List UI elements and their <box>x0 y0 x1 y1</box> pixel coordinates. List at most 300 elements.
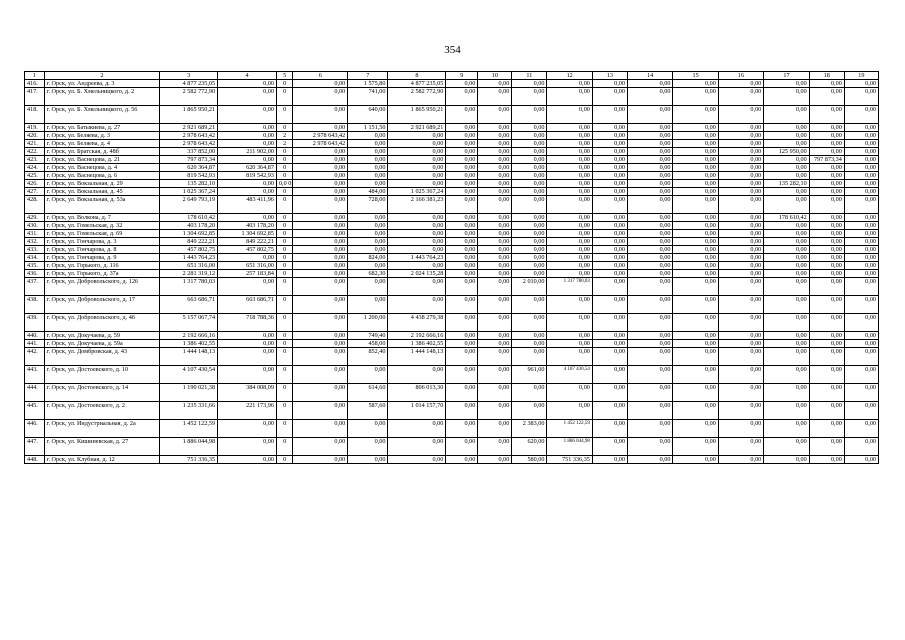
value-cell: 0,00 <box>627 148 672 156</box>
value-cell: 0,00 <box>547 262 592 270</box>
value-cell: 0,00 <box>478 438 512 456</box>
value-cell: 0,00 <box>627 88 672 106</box>
value-cell: 0 <box>276 366 293 384</box>
value-cell: 0,00 <box>348 172 388 180</box>
table-row <box>25 172 879 180</box>
value-cell: 0,00 <box>844 348 878 366</box>
value-cell: 0,00 <box>809 140 844 148</box>
value-cell: 0,00 <box>592 140 627 148</box>
value-cell: 0,00 <box>348 214 388 222</box>
value-cell: 0,00 <box>446 402 478 420</box>
value-cell: 0,00 <box>512 332 547 340</box>
value-cell: 0,00 <box>764 88 809 106</box>
value-cell: 0,00 <box>627 106 672 124</box>
value-cell: 0,00 <box>718 132 763 140</box>
value-cell: 0,00 <box>478 230 512 238</box>
row-number: 420. <box>25 132 45 140</box>
value-cell: 0,00 <box>478 156 512 164</box>
value-cell: 0,00 <box>512 314 547 332</box>
value-cell: 0,00 <box>218 106 277 124</box>
value-cell: 2 <box>276 140 293 148</box>
value-cell: 2 978 643,42 <box>160 132 218 140</box>
value-cell: 0 <box>276 106 293 124</box>
value-cell: 0,00 <box>218 332 277 340</box>
value-cell: 0,00 <box>764 238 809 246</box>
value-cell: 0,00 <box>388 148 446 156</box>
value-cell: 0,00 <box>592 278 627 296</box>
value-cell: 0,00 <box>293 196 348 214</box>
value-cell: 0,00 <box>218 420 277 438</box>
value-cell: 0,00 <box>592 124 627 132</box>
value-cell: 0,00 <box>293 148 348 156</box>
value-cell: 0,00 <box>446 438 478 456</box>
value-cell: 0 <box>276 80 293 88</box>
value-cell: 0,00 <box>764 230 809 238</box>
address-cell: г. Орск, ул. Васнецова, д. 6 <box>44 172 160 180</box>
value-cell: 0,00 <box>547 124 592 132</box>
table-row <box>25 296 879 314</box>
value-cell: 178 610,42 <box>764 214 809 222</box>
value-cell: 819 542,93 <box>218 172 277 180</box>
row-number: 431. <box>25 230 45 238</box>
value-cell: 0,00 <box>673 196 718 214</box>
value-cell: 0,00 <box>478 366 512 384</box>
row-number: 421. <box>25 140 45 148</box>
address-cell: г. Орск, ул. Горького, д. 37а <box>44 270 160 278</box>
value-cell: 0,00 <box>673 124 718 132</box>
value-cell: 0,00 <box>673 314 718 332</box>
value-cell: 1 190 021,38 <box>160 384 218 402</box>
value-cell: 0,00 <box>844 278 878 296</box>
value-cell: 0,00 <box>844 80 878 88</box>
column-header: 13 <box>592 72 627 80</box>
value-cell: 0,00 <box>844 420 878 438</box>
value-cell: 0,00 <box>592 188 627 196</box>
value-cell: 0,00 <box>446 164 478 172</box>
value-cell: 728,00 <box>348 196 388 214</box>
value-cell: 0,00 <box>673 180 718 188</box>
row-number: 429. <box>25 214 45 222</box>
table-row <box>25 402 879 420</box>
value-cell: 0,00 <box>388 222 446 230</box>
value-cell: 0,00 <box>673 246 718 254</box>
value-cell: 0,00 <box>547 164 592 172</box>
value-cell: 0,00 <box>348 164 388 172</box>
value-cell: 0,00 <box>512 402 547 420</box>
value-cell: 0,00 <box>592 132 627 140</box>
table-row <box>25 222 879 230</box>
value-cell: 0,00 <box>388 230 446 238</box>
value-cell: 0,00 <box>446 80 478 88</box>
address-cell: г. Орск, ул. Горького, д. 116 <box>44 262 160 270</box>
column-header: 7 <box>348 72 388 80</box>
value-cell: 0,00 <box>478 270 512 278</box>
value-cell: 651 316,00 <box>218 262 277 270</box>
value-cell: 0,00 <box>764 188 809 196</box>
value-cell: 0,00 <box>512 348 547 366</box>
value-cell: 0,00 <box>592 148 627 156</box>
row-number: 439. <box>25 314 45 332</box>
value-cell: 0,00 <box>446 278 478 296</box>
address-cell: г. Орск, ул. Индустриальная, д. 2а <box>44 420 160 438</box>
value-cell: 0,00 <box>218 188 277 196</box>
value-cell: 0,00 <box>547 238 592 246</box>
value-cell: 0,00 <box>592 246 627 254</box>
value-cell: 0,00 <box>218 88 277 106</box>
value-cell: 4 107 430,54 <box>160 366 218 384</box>
value-cell: 4 438 279,38 <box>388 314 446 332</box>
value-cell: 0,00 <box>718 196 763 214</box>
value-cell: 0,00 <box>673 296 718 314</box>
value-cell: 0,00 <box>512 296 547 314</box>
value-cell: 0,00 <box>809 366 844 384</box>
value-cell: 0,00 <box>547 148 592 156</box>
value-cell: 0,00 <box>478 132 512 140</box>
value-cell: 0,00 <box>718 222 763 230</box>
page-number: 354 <box>444 44 461 56</box>
table-row <box>25 88 879 106</box>
value-cell: 0,00 <box>592 456 627 464</box>
value-cell: 0,00 <box>512 196 547 214</box>
value-cell: 0,00 <box>718 314 763 332</box>
value-cell: 0,00 <box>673 456 718 464</box>
value-cell: 0,00 <box>809 340 844 348</box>
value-cell: 0,00 <box>764 314 809 332</box>
value-cell: 0,00 <box>446 140 478 148</box>
value-cell: 0,00 <box>592 238 627 246</box>
value-cell: 0,00 <box>348 438 388 456</box>
value-cell: 0,00 <box>627 246 672 254</box>
table-row <box>25 438 879 456</box>
value-cell: 0,00 <box>388 262 446 270</box>
value-cell: 0,00 <box>547 88 592 106</box>
column-header: 15 <box>673 72 718 80</box>
value-cell: 4 877 235,05 <box>160 80 218 88</box>
value-cell: 0,00 <box>446 124 478 132</box>
column-header: 4 <box>218 72 277 80</box>
value-cell: 4 107 430,54 <box>547 366 592 384</box>
value-cell: 640,00 <box>348 106 388 124</box>
value-cell: 0,00 <box>627 196 672 214</box>
value-cell: 0,00 <box>718 230 763 238</box>
value-cell: 0,00 <box>293 222 348 230</box>
value-cell: 0,00 <box>809 180 844 188</box>
value-cell: 0,00 <box>673 156 718 164</box>
value-cell: 0,00 <box>673 148 718 156</box>
value-cell: 0,00 <box>627 230 672 238</box>
value-cell: 580,00 <box>512 456 547 464</box>
value-cell: 0,00 <box>627 172 672 180</box>
value-cell: 0,00 <box>673 384 718 402</box>
column-header: 14 <box>627 72 672 80</box>
value-cell: 0,00 <box>512 132 547 140</box>
value-cell: 751 336,35 <box>547 456 592 464</box>
value-cell: 0,00 <box>809 88 844 106</box>
table-row <box>25 164 879 172</box>
value-cell: 0,00 <box>293 402 348 420</box>
value-cell: 0,00 <box>809 246 844 254</box>
value-cell: 0,00 <box>512 124 547 132</box>
value-cell: 484,00 <box>348 188 388 196</box>
value-cell: 0,00 <box>478 420 512 438</box>
address-cell: г. Орск, ул. Беляева, д. 3 <box>44 132 160 140</box>
value-cell: 741,00 <box>348 88 388 106</box>
value-cell: 0,00 <box>764 222 809 230</box>
address-cell: г. Орск, ул. Клубная, д. 12 <box>44 456 160 464</box>
value-cell: 0,00 <box>293 332 348 340</box>
value-cell: 0,00 <box>348 222 388 230</box>
value-cell: 0,00 <box>478 172 512 180</box>
value-cell: 0,00 <box>764 348 809 366</box>
value-cell: 0,00 <box>627 164 672 172</box>
value-cell: 0,00 <box>512 214 547 222</box>
value-cell: 0,00 <box>844 164 878 172</box>
table-row <box>25 180 879 188</box>
value-cell: 0,00 <box>446 384 478 402</box>
value-cell: 682,30 <box>348 270 388 278</box>
value-cell: 0,00 <box>592 106 627 124</box>
value-cell: 0,00 <box>718 156 763 164</box>
value-cell: 0,00 <box>348 140 388 148</box>
value-cell: 0,00 <box>844 456 878 464</box>
row-number: 426. <box>25 180 45 188</box>
value-cell: 0,00 <box>478 80 512 88</box>
value-cell: 0,00 <box>512 88 547 106</box>
value-cell: 651 316,00 <box>160 262 218 270</box>
value-cell: 0,00 <box>547 196 592 214</box>
table-row <box>25 332 879 340</box>
value-cell: 0,00 <box>592 384 627 402</box>
value-cell: 0,00 <box>478 246 512 254</box>
row-number: 441. <box>25 340 45 348</box>
address-cell: г. Орск, ул. Добровольского, д. 126 <box>44 278 160 296</box>
value-cell: 0,00 <box>348 132 388 140</box>
value-cell: 0,00 <box>592 80 627 88</box>
value-cell: 0,00 <box>844 188 878 196</box>
value-cell: 0,00 <box>718 172 763 180</box>
value-cell: 2 921 689,21 <box>388 124 446 132</box>
value-cell: 0,00 <box>446 348 478 366</box>
value-cell: 0,00 <box>844 180 878 188</box>
value-cell: 0,00 <box>627 214 672 222</box>
value-cell: 0,00 <box>809 348 844 366</box>
table-row <box>25 246 879 254</box>
value-cell: 0,00 <box>764 80 809 88</box>
value-cell: 0,00 <box>809 238 844 246</box>
address-cell: г. Орск, ул. Вокзальная, д. 53а <box>44 196 160 214</box>
value-cell: 852,40 <box>348 348 388 366</box>
table-row <box>25 254 879 262</box>
value-cell: 0,00 <box>718 296 763 314</box>
value-cell: 0,00 <box>809 124 844 132</box>
row-number: 447. <box>25 438 45 456</box>
value-cell: 0,00 <box>718 270 763 278</box>
row-number: 424. <box>25 164 45 172</box>
value-cell: 0,00 <box>446 222 478 230</box>
value-cell: 0 <box>276 222 293 230</box>
value-cell: 0,00 <box>293 340 348 348</box>
value-cell: 0,00 <box>844 156 878 164</box>
value-cell: 2 978 643,42 <box>293 132 348 140</box>
value-cell: 0 <box>276 172 293 180</box>
column-header: 10 <box>478 72 512 80</box>
row-number: 448. <box>25 456 45 464</box>
value-cell: 0,00 <box>388 246 446 254</box>
value-cell: 0,00 <box>627 222 672 230</box>
value-cell: 0 <box>276 348 293 366</box>
value-cell: 0,00 <box>512 270 547 278</box>
value-cell: 0 <box>276 254 293 262</box>
value-cell: 0,00 <box>718 148 763 156</box>
value-cell: 0,00 <box>627 270 672 278</box>
value-cell: 0 <box>276 156 293 164</box>
value-cell: 1 865 950,21 <box>160 106 218 124</box>
table-row <box>25 340 879 348</box>
value-cell: 0,00 <box>809 80 844 88</box>
column-header: 6 <box>293 72 348 80</box>
value-cell: 0,00 <box>478 332 512 340</box>
value-cell: 1 444 148,13 <box>160 348 218 366</box>
value-cell: 0,00 <box>627 188 672 196</box>
value-cell: 1 317 780,03 <box>160 278 218 296</box>
value-cell: 0,00 <box>478 254 512 262</box>
value-cell: 1 443 764,23 <box>388 254 446 262</box>
value-cell: 620,00 <box>512 438 547 456</box>
value-cell: 0,00 <box>446 366 478 384</box>
value-cell: 4 877 235,05 <box>388 80 446 88</box>
value-cell: 0,00 <box>673 164 718 172</box>
address-cell: г. Орск, ул. Кишиневская, д. 27 <box>44 438 160 456</box>
value-cell: 0,00 <box>809 230 844 238</box>
value-cell: 0,00 <box>348 420 388 438</box>
value-cell: 0,00 <box>218 340 277 348</box>
value-cell: 0,00 <box>809 384 844 402</box>
value-cell: 0 <box>276 340 293 348</box>
value-cell: 0,00 <box>512 80 547 88</box>
column-header: 3 <box>160 72 218 80</box>
value-cell: 0,0 0 <box>276 180 293 188</box>
value-cell: 0,00 <box>293 214 348 222</box>
value-cell: 0,00 <box>809 438 844 456</box>
value-cell: 0,00 <box>547 140 592 148</box>
value-cell: 0,00 <box>627 80 672 88</box>
value-cell: 0 <box>276 124 293 132</box>
value-cell: 0,00 <box>547 230 592 238</box>
value-cell: 0,00 <box>592 222 627 230</box>
value-cell: 0,00 <box>547 296 592 314</box>
value-cell: 0,00 <box>218 456 277 464</box>
table-row <box>25 456 879 464</box>
value-cell: 5 157 067,74 <box>160 314 218 332</box>
value-cell: 0,00 <box>592 214 627 222</box>
value-cell: 0,00 <box>718 106 763 124</box>
value-cell: 1 317 780,03 <box>547 278 592 296</box>
value-cell: 0,00 <box>388 132 446 140</box>
value-cell: 0,00 <box>718 254 763 262</box>
value-cell: 0,00 <box>218 278 277 296</box>
value-cell: 1 452 122,59 <box>547 420 592 438</box>
value-cell: 0,00 <box>809 314 844 332</box>
value-cell: 0,00 <box>627 438 672 456</box>
value-cell: 0,00 <box>478 180 512 188</box>
value-cell: 0,00 <box>446 254 478 262</box>
value-cell: 0,00 <box>218 366 277 384</box>
row-number: 437. <box>25 278 45 296</box>
value-cell: 0,00 <box>673 238 718 246</box>
value-cell: 2 649 793,19 <box>160 196 218 214</box>
program-table <box>24 71 879 464</box>
address-cell: г. Орск, ул. Васнецова, д. 21 <box>44 156 160 164</box>
value-cell: 0,00 <box>764 246 809 254</box>
table-row <box>25 196 879 214</box>
value-cell: 0,00 <box>673 222 718 230</box>
value-cell: 0,00 <box>718 214 763 222</box>
value-cell: 0,00 <box>547 314 592 332</box>
address-cell: г. Орск, ул. Гончарова, д. 9 <box>44 254 160 262</box>
table-row <box>25 420 879 438</box>
table-row <box>25 156 879 164</box>
value-cell: 0,00 <box>809 222 844 230</box>
value-cell: 849 222,21 <box>160 238 218 246</box>
value-cell: 1 443 764,23 <box>160 254 218 262</box>
value-cell: 0,00 <box>718 88 763 106</box>
value-cell: 0 <box>276 456 293 464</box>
value-cell: 0,00 <box>478 238 512 246</box>
value-cell: 1 200,00 <box>348 314 388 332</box>
table-row <box>25 278 879 296</box>
value-cell: 0,00 <box>478 196 512 214</box>
row-number: 425. <box>25 172 45 180</box>
value-cell: 257 183,84 <box>218 270 277 278</box>
value-cell: 0,00 <box>718 456 763 464</box>
value-cell: 0,00 <box>446 172 478 180</box>
value-cell: 0,00 <box>718 420 763 438</box>
value-cell: 0,00 <box>764 164 809 172</box>
value-cell: 0,00 <box>809 278 844 296</box>
value-cell: 0,00 <box>478 296 512 314</box>
address-cell: г. Орск, ул. Андреева, д. 3 <box>44 80 160 88</box>
value-cell: 0,00 <box>673 366 718 384</box>
value-cell: 0 <box>276 246 293 254</box>
row-number: 435. <box>25 262 45 270</box>
column-header: 5 <box>276 72 293 80</box>
value-cell: 0,00 <box>673 270 718 278</box>
value-cell: 0,00 <box>627 366 672 384</box>
row-number: 445. <box>25 402 45 420</box>
row-number: 422. <box>25 148 45 156</box>
value-cell: 0,00 <box>592 420 627 438</box>
value-cell: 0 <box>276 402 293 420</box>
value-cell: 0 <box>276 230 293 238</box>
value-cell: 0,00 <box>388 456 446 464</box>
column-header: 11 <box>512 72 547 80</box>
value-cell: 0,00 <box>592 164 627 172</box>
value-cell: 0,00 <box>673 230 718 238</box>
value-cell: 1 575,80 <box>348 80 388 88</box>
value-cell: 0,00 <box>478 106 512 124</box>
table-row <box>25 384 879 402</box>
value-cell: 483 411,96 <box>218 196 277 214</box>
value-cell: 0,00 <box>218 180 277 188</box>
value-cell: 0,00 <box>348 278 388 296</box>
value-cell: 0,00 <box>293 438 348 456</box>
value-cell: 0,00 <box>348 366 388 384</box>
address-cell: г. Орск, ул. Достоевского, д. 14 <box>44 384 160 402</box>
value-cell: 0,00 <box>478 456 512 464</box>
value-cell: 0,00 <box>547 80 592 88</box>
value-cell: 0,00 <box>718 348 763 366</box>
value-cell: 0,00 <box>844 214 878 222</box>
